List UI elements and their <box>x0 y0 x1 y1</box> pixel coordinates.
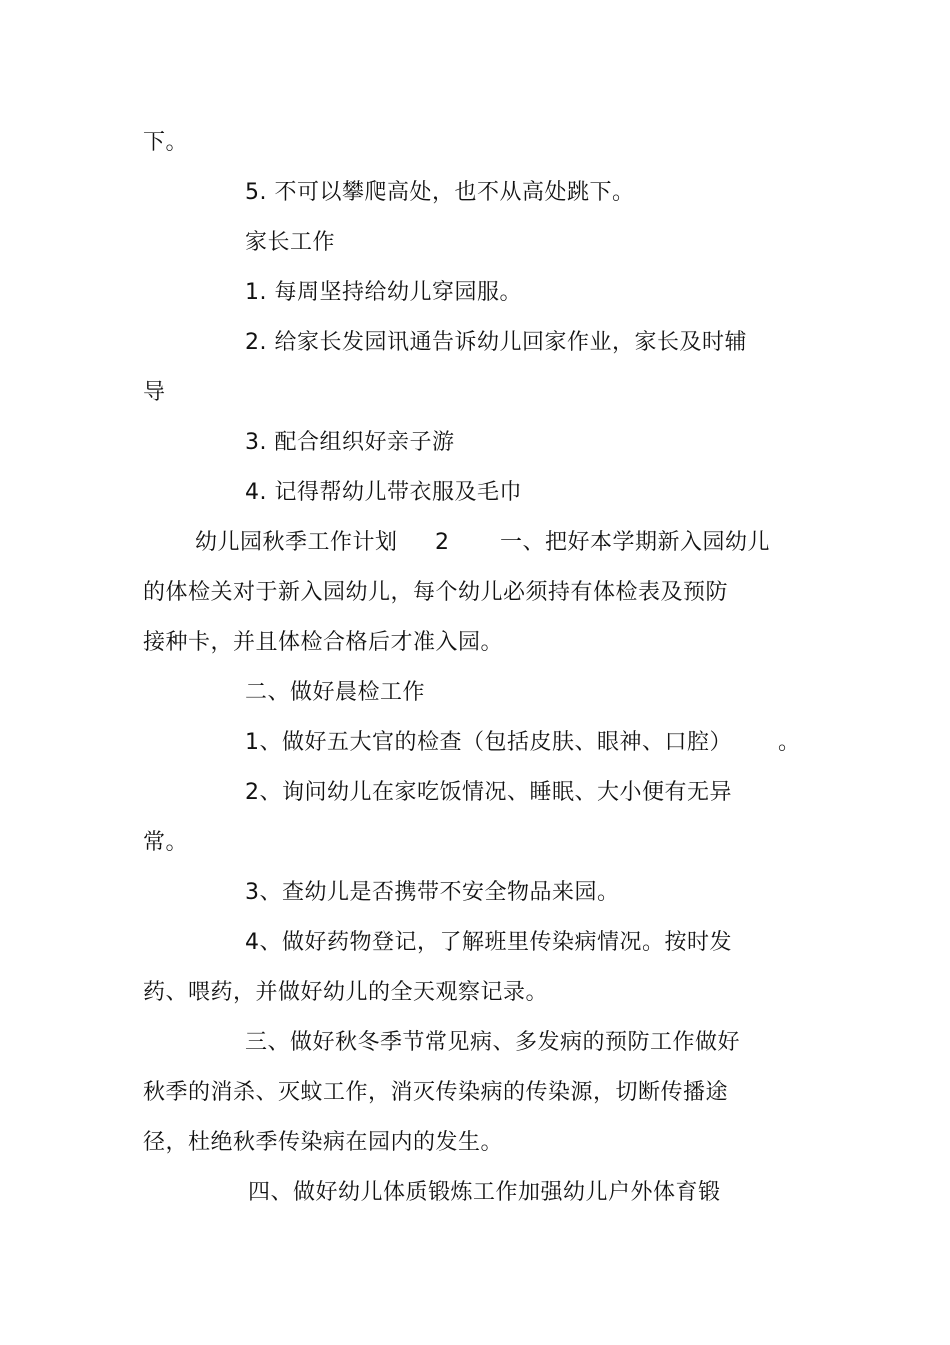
section-heading-parent-work: 家长工作 <box>245 230 336 255</box>
text-line-8: 4. 记得帮幼儿带衣服及毛巾 <box>245 480 522 505</box>
text-line-13: 接种卡，并且体检合格后才准入园。 <box>143 630 504 655</box>
document-title: 幼儿园秋季工作计划 <box>195 530 398 555</box>
text-line-7: 3. 配合组织好亲子游 <box>245 430 455 455</box>
text-line-15-period: 。 <box>778 730 801 755</box>
text-line-19: 4、做好药物登记，了解班里传染病情况。按时发 <box>245 930 732 955</box>
text-line-4: 1. 每周坚持给幼儿穿园服。 <box>245 280 522 305</box>
section-heading-3: 三、做好秋冬季节常见病、多发病的预防工作做好 <box>245 1030 741 1055</box>
text-line-17: 常。 <box>143 830 189 855</box>
text-line-12: 的体检关对于新入园幼儿，每个幼儿必须持有体检表及预防 <box>143 580 729 605</box>
text-line-20: 药、喂药，并做好幼儿的全天观察记录。 <box>143 980 549 1005</box>
text-line-5: 2. 给家长发园讯通告诉幼儿回家作业，家长及时辅 <box>245 330 747 355</box>
text-line-16: 2、询问幼儿在家吃饭情况、睡眠、大小便有无异 <box>245 780 732 805</box>
section-heading-2: 二、做好晨检工作 <box>245 680 426 705</box>
text-line-2: 5. 不可以攀爬高处，也不从高处跳下。 <box>245 180 635 205</box>
text-line-1: 下。 <box>143 130 189 155</box>
text-line-6: 导 <box>143 380 166 405</box>
text-line-18: 3、查幼儿是否携带不安全物品来园。 <box>245 880 620 905</box>
text-line-15: 1、做好五大官的检查（包括皮肤、眼神、口腔） <box>245 730 732 755</box>
section-heading-1: 一、把好本学期新入园幼儿 <box>500 530 771 555</box>
document-title-number: 2 <box>435 530 450 555</box>
text-line-22: 秋季的消杀、灭蚊工作，消灭传染病的传染源，切断传播途 <box>143 1080 729 1105</box>
section-heading-4: 四、做好幼儿体质锻炼工作加强幼儿户外体育锻 <box>248 1180 721 1205</box>
text-line-23: 径，杜绝秋季传染病在园内的发生。 <box>143 1130 504 1155</box>
